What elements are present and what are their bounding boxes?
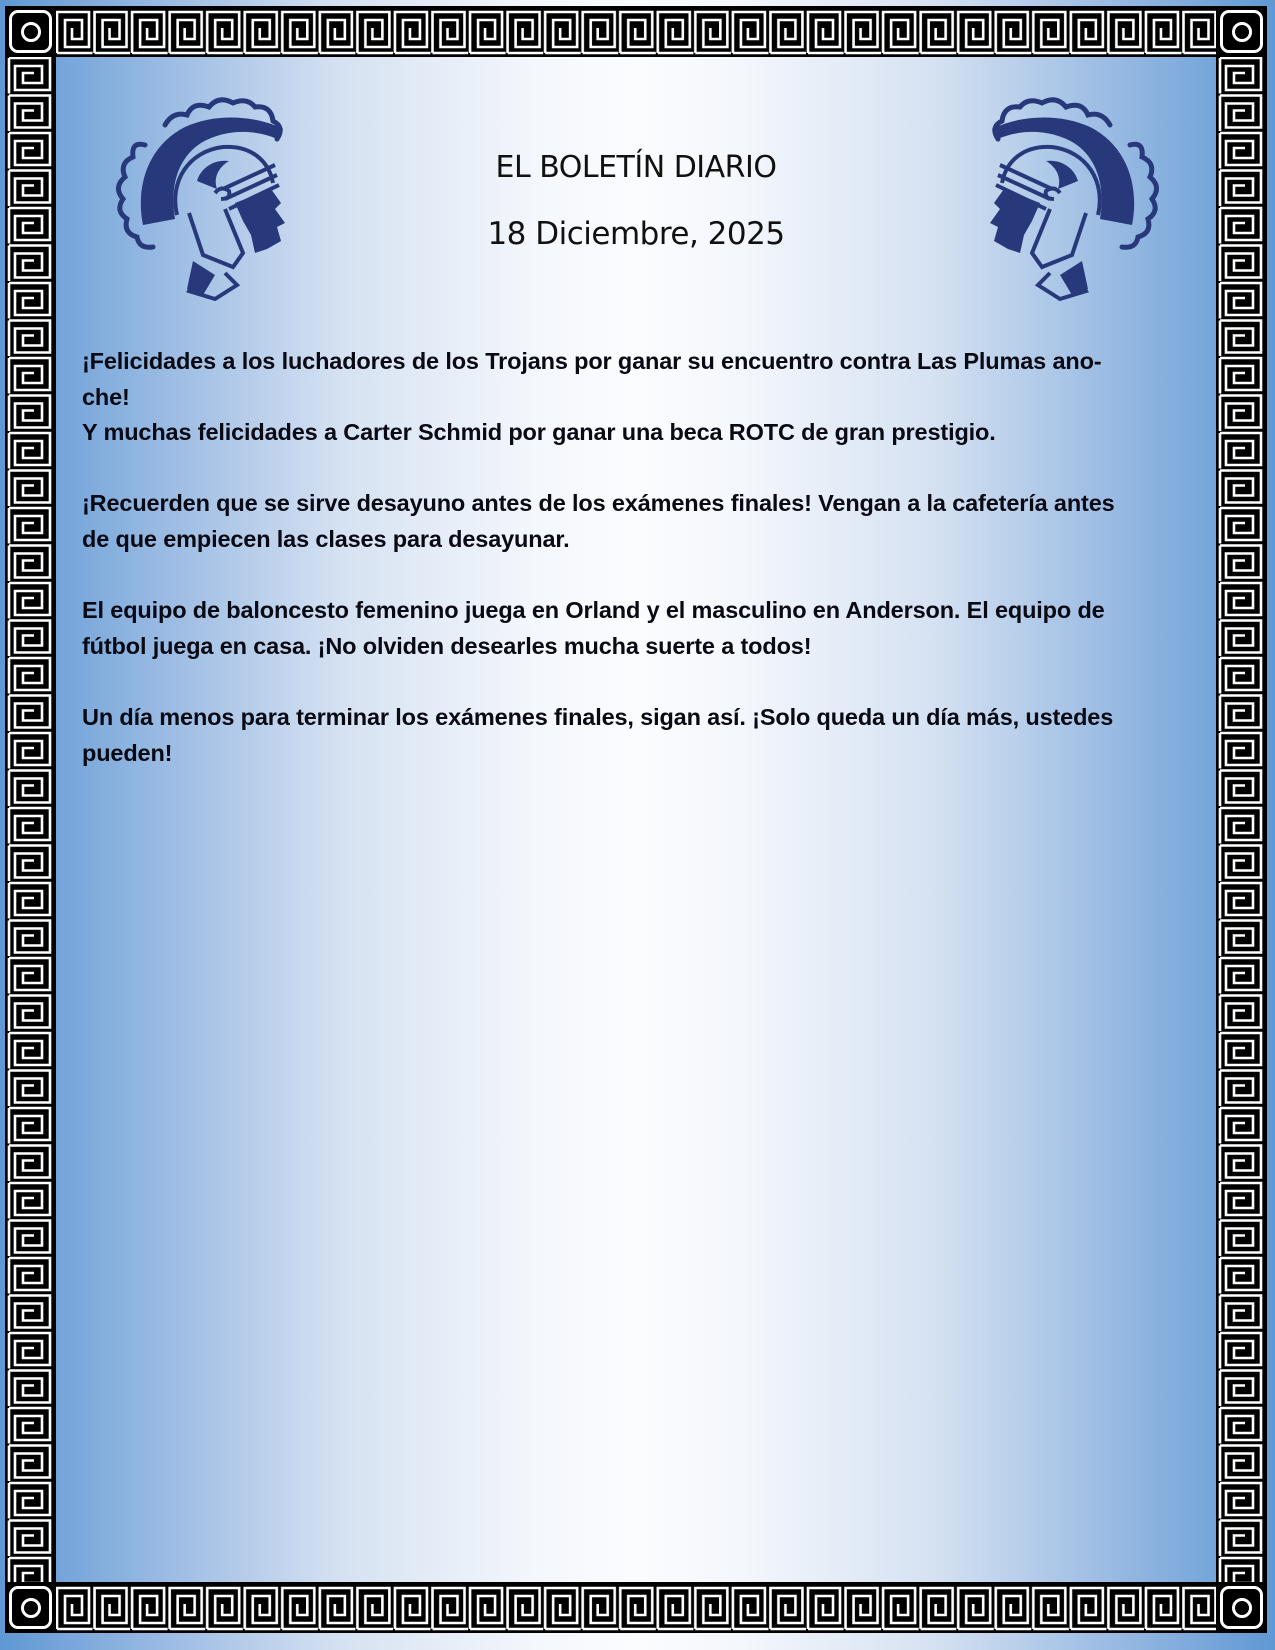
paragraph-congratulations (82, 344, 1212, 451)
paragraph-line: che! (82, 383, 130, 410)
circle-icon (1232, 22, 1252, 42)
meander-pattern-top (5, 6, 1267, 57)
paragraph-line: Un día menos para terminar los exámenes finales, sigan así. ¡Solo queda un día más, ustedes (82, 703, 1114, 730)
paragraph-breakfast (82, 486, 1212, 557)
meander-pattern-right (1216, 6, 1267, 1633)
corner-ornament-top-right (1220, 10, 1263, 53)
greek-key-border-left (5, 6, 56, 1633)
meander-pattern-bottom (5, 1582, 1267, 1633)
corner-ornament-bottom-left (9, 1586, 52, 1629)
greek-key-border-bottom (5, 1582, 1267, 1633)
trojan-helmet-logo-left (105, 85, 310, 305)
corner-ornament-bottom-right (1220, 1586, 1263, 1629)
newsletter-content (56, 57, 1216, 1582)
paragraph-line: de que empiecen las clases para desayunar. (82, 525, 570, 552)
paragraph-line: El equipo de baloncesto femenino juega en Orland y el masculino en Anderson. El equipo de (82, 597, 1105, 624)
paragraph-line: Y muchas felicidades a Carter Schmid por ganar una beca ROTC de gran prestigio. (82, 419, 996, 446)
greek-key-border-right (1216, 6, 1267, 1633)
paragraph-line: ¡Felicidades a los luchadores de los Trojans por ganar su encuentro contra Las Plumas ano- (82, 348, 1102, 374)
paragraph-sports (82, 593, 1212, 664)
greek-key-border-top (5, 6, 1267, 57)
circle-icon (21, 22, 41, 42)
corner-ornament-top-left (9, 10, 52, 53)
newsletter-date: 18 Diciembre, 2025 (487, 216, 785, 252)
trojan-helmet-logo-right (965, 85, 1170, 305)
paragraph-line: fútbol juega en casa. ¡No olviden desearles mucha suerte a todos! (82, 632, 812, 659)
newsletter-body (82, 344, 1212, 807)
circle-icon (1232, 1598, 1252, 1618)
paragraph-line: pueden! (82, 739, 173, 766)
circle-icon (21, 1598, 41, 1618)
paragraph-line: ¡Recuerden que se sirve desayuno antes de los exámenes finales! Vengan a la cafetería antes (82, 490, 1115, 517)
paragraph-finals (82, 700, 1212, 771)
newsletter-title: EL BOLETÍN DIARIO (495, 150, 777, 185)
meander-pattern-left (5, 6, 56, 1633)
